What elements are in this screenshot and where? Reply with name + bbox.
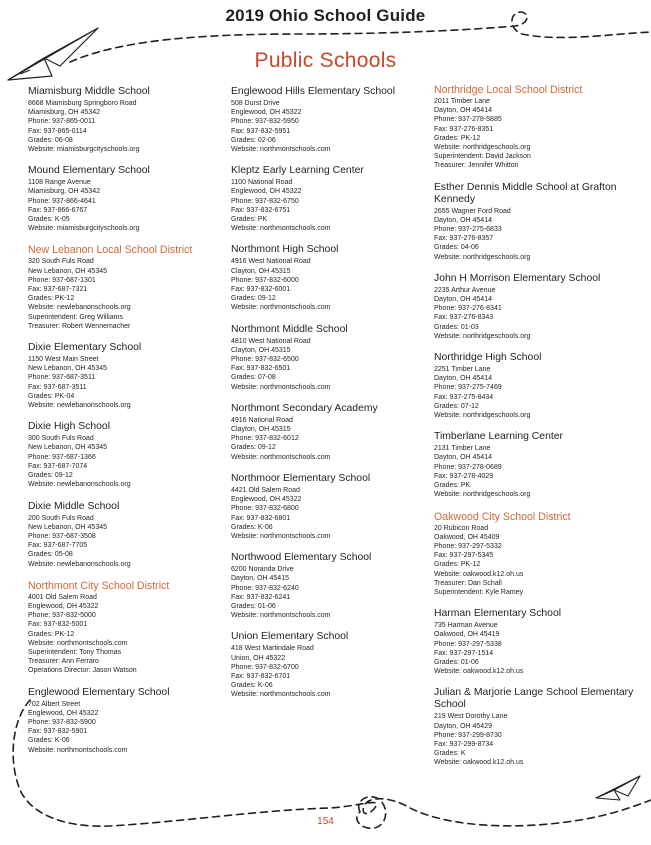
entry-detail-line: Phone: 937-866-4641 <box>28 197 96 205</box>
school-entry <box>231 324 431 392</box>
entry-detail-line: Phone: 937-276-8341 <box>434 305 502 313</box>
entry-detail-line: 2011 Timber Lane <box>434 98 490 105</box>
entry-detail-line: 2235 Arthur Avenue <box>434 286 496 294</box>
entry-detail-line: Website: northridgeschools.org <box>434 253 531 261</box>
school-entry <box>434 182 634 262</box>
school-name: Northmont High School <box>231 244 339 256</box>
entry-detail-line: Englewood, OH 45322 <box>231 496 302 504</box>
school-entry <box>231 86 431 154</box>
school-name: Northwood Elementary School <box>231 552 372 564</box>
entry-detail-line: 300 South Fuls Road <box>28 435 94 443</box>
entry-detail-line: Website: newlebanonschools.org <box>28 560 131 568</box>
entry-detail-line: Fax: 937-276-8343 <box>434 314 494 322</box>
entry-detail-line: Website: northmontschools.com <box>231 453 331 461</box>
entry-detail-line: 2131 Timber Lane <box>434 445 491 453</box>
entry-detail-line: Fax: 937-297-5345 <box>434 552 494 560</box>
school-entry <box>28 165 228 233</box>
entry-detail-line: Clayton, OH 45315 <box>231 267 291 275</box>
entry-detail-line: Clayton, OH 45315 <box>231 426 291 434</box>
entry-detail-line: Grades: 02-06 <box>231 136 276 144</box>
column-2 <box>231 86 431 711</box>
entry-detail-line: Website: northmontschools.com <box>231 612 331 620</box>
entry-detail-line: Website: northridgeschools.org <box>434 144 531 152</box>
entry-detail-line: Website: northridgeschools.org <box>434 332 531 340</box>
entry-detail-line: Fax: 937-299-8734 <box>434 740 494 748</box>
entry-detail-line: Dayton, OH 45414 <box>434 454 492 462</box>
entry-detail-line: Superintendent: Kyle Ramey <box>434 588 524 596</box>
entry-detail-line: 4916 West National Road <box>231 258 311 266</box>
entry-detail-line: Grades: 06-08 <box>28 136 73 144</box>
entry-detail-line: Phone: 937-297-5338 <box>434 640 502 648</box>
entry-detail-line: Phone: 937-865-0011 <box>28 118 96 126</box>
entry-detail-line: Fax: 937-832-5951 <box>231 127 291 135</box>
entry-detail-line: Website: northmontschools.com <box>28 746 128 754</box>
district-entry <box>434 511 634 598</box>
entry-detail-line: Phone: 937-687-1366 <box>28 453 96 461</box>
entry-detail-line: New Lebanon, OH 45345 <box>28 523 107 531</box>
school-name: Esther Dennis Middle School at Grafton Kennedy <box>434 181 617 205</box>
entry-detail-line: Fax: 937-687-7321 <box>28 286 88 294</box>
entry-detail-line: Oakwood, OH 45419 <box>434 631 500 639</box>
entry-detail-line: Phone: 937-832-5950 <box>231 118 299 126</box>
entry-detail-line: Phone: 937-832-6700 <box>231 663 299 671</box>
entry-detail-line: 1100 National Road <box>231 179 293 187</box>
entry-detail-line: Dayton, OH 45414 <box>434 375 492 383</box>
entry-detail-line: Website: northmontschools.com <box>231 532 331 540</box>
entry-detail-line: Fax: 937-278-4029 <box>434 472 494 480</box>
entry-detail-line: Website: northmontschools.com <box>231 146 331 154</box>
entry-detail-line: 4916 National Road <box>231 416 293 424</box>
page-number: 154 <box>317 816 334 827</box>
school-entry <box>28 687 228 755</box>
entry-detail-line: Grades: PK <box>231 216 268 224</box>
entry-detail-line: Dayton, OH 45414 <box>434 107 492 115</box>
entry-detail-line: Website: miamisburgcityschools.org <box>28 146 140 154</box>
entry-detail-line: Fax: 937-832-6241 <box>231 593 291 601</box>
section-title: Public Schools <box>254 49 397 72</box>
school-entry <box>28 342 228 410</box>
entry-detail-line: 20 Rubicon Road <box>434 524 489 532</box>
entry-detail-line: Grades: 01-03 <box>434 323 479 331</box>
entry-detail-line: Website: northmontschools.com <box>231 304 331 312</box>
school-entry <box>28 421 228 489</box>
entry-detail-line: 735 Harman Avenue <box>434 622 498 630</box>
school-name: Julian & Marjorie Lange School Elementary School <box>434 687 634 711</box>
school-entry <box>231 631 431 699</box>
entry-detail-line: Grades: 09-12 <box>231 444 276 452</box>
entry-detail-line: Phone: 937-832-6240 <box>231 584 299 592</box>
entry-detail-line: Website: oakwood.k12.oh.us <box>434 570 524 578</box>
entry-detail-line: Englewood, OH 45322 <box>28 709 99 717</box>
entry-detail-line: Grades: K-06 <box>28 737 70 745</box>
school-entry <box>231 403 431 462</box>
entry-detail-line: Fax: 937-832-6701 <box>231 672 291 680</box>
entry-detail-line: Superintendent: David Jackson <box>434 153 531 161</box>
entry-detail-line: 320 South Fuls Road <box>28 258 94 266</box>
entry-detail-line: Phone: 937-278-5885 <box>434 116 502 124</box>
district-entry <box>434 84 634 171</box>
entry-detail-line: Phone: 937-278-0689 <box>434 463 502 471</box>
entry-detail-line: Fax: 937-297-1514 <box>434 649 494 657</box>
school-entry <box>231 244 431 312</box>
entry-detail-line: Grades: PK-12 <box>28 295 75 303</box>
entry-detail-line: Operations Director: Jason Watson <box>28 667 137 675</box>
school-name: Kleptz Early Learning Center <box>231 165 364 177</box>
entry-detail-line: Grades: 04-06 <box>434 244 479 252</box>
entry-detail-line: Dayton, OH 45415 <box>231 575 289 583</box>
school-name: Mound Elementary School <box>28 165 150 177</box>
entry-detail-line: Phone: 937-832-6750 <box>231 197 299 205</box>
entry-detail-line: Fax: 937-832-6501 <box>231 365 291 373</box>
entry-detail-line: Phone: 937-297-5332 <box>434 542 502 550</box>
entry-detail-line: Fax: 937-275-8434 <box>434 393 494 401</box>
school-name: Union Elementary School <box>231 631 349 643</box>
entry-detail-line: 2655 Wagner Ford Road <box>434 207 511 215</box>
entry-detail-line: Phone: 937-687-1301 <box>28 276 96 284</box>
entry-detail-line: 4421 Old Salem Road <box>231 486 300 494</box>
entry-detail-line: 1150 West Main Street <box>28 356 99 364</box>
entry-detail-line: Grades: PK-12 <box>28 630 75 638</box>
school-entry <box>434 687 634 767</box>
entry-detail-line: Superintendent: Tony Thomas <box>28 648 122 656</box>
entry-detail-line: 702 Albert Street <box>28 700 81 708</box>
entry-detail-line: Grades: 07-12 <box>434 402 479 410</box>
entry-detail-line: Fax: 937-276-8351 <box>434 125 494 133</box>
entry-detail-line: Fax: 937-866-6767 <box>28 206 88 214</box>
entry-detail-line: New Lebanon, OH 45345 <box>28 365 107 373</box>
entry-detail-line: New Lebanon, OH 45345 <box>28 267 107 275</box>
column-1 <box>28 86 228 766</box>
entry-detail-line: Englewood, OH 45322 <box>231 109 302 117</box>
entry-detail-line: Phone: 937-275-7469 <box>434 384 502 392</box>
school-name: Englewood Hills Elementary School <box>231 86 396 97</box>
district-name: Oakwood City School District <box>434 510 571 523</box>
entry-detail-line: Treasurer: Robert Wennemacher <box>28 322 131 330</box>
entry-detail-line: New Lebanon, OH 45345 <box>28 444 107 452</box>
entry-detail-line: Englewood, OH 45322 <box>28 602 99 610</box>
column-3 <box>434 84 634 779</box>
school-name: Northmoor Elementary School <box>231 472 371 484</box>
entry-detail-line: Phone: 937-687-3508 <box>28 532 96 540</box>
entry-detail-line: Clayton, OH 45315 <box>231 346 291 354</box>
entry-detail-line: Website: northmontschools.com <box>231 225 331 233</box>
school-name: Northmont Middle School <box>231 323 348 335</box>
school-name: Northmont Secondary Academy <box>231 402 378 414</box>
entry-detail-line: 4810 West National Road <box>231 337 311 345</box>
entry-detail-line: Englewood, OH 45322 <box>231 188 302 196</box>
school-name: Miamisburg Middle School <box>28 86 150 97</box>
entry-detail-line: Grades: PK-12 <box>434 561 481 569</box>
entry-detail-line: Fax: 937-865-0114 <box>28 127 87 135</box>
school-entry <box>434 352 634 420</box>
entry-detail-line: Website: northmontschools.com <box>231 383 331 391</box>
entry-detail-line: 219 West Dorothy Lane <box>434 713 508 721</box>
entry-detail-line: Dayton, OH 45414 <box>434 216 492 224</box>
entry-detail-line: Fax: 937-687-3511 <box>28 383 87 391</box>
entry-detail-line: Fax: 937-687-7074 <box>28 462 88 470</box>
school-entry <box>28 86 228 154</box>
school-entry <box>231 552 431 620</box>
school-name: John H Morrison Elementary School <box>434 272 601 284</box>
entry-detail-line: 200 South Fuls Road <box>28 514 94 522</box>
entry-detail-line: Treasurer: Dan Schall <box>434 579 502 587</box>
entry-detail-line: Grades: 05-08 <box>28 551 73 559</box>
entry-detail-line: Grades: 09-12 <box>231 295 276 303</box>
entry-detail-line: Website: newlebanonschools.org <box>28 304 131 312</box>
entry-detail-line: 1108 Range Avenue <box>28 179 91 187</box>
entry-detail-line: Fax: 937-276-8357 <box>434 235 494 243</box>
entry-detail-line: Phone: 937-832-5000 <box>28 612 96 620</box>
entry-detail-line: Website: newlebanonschools.org <box>28 481 131 489</box>
entry-detail-line: Phone: 937-275-6833 <box>434 226 502 234</box>
entry-detail-line: Fax: 937-832-6751 <box>231 206 291 214</box>
school-entry <box>231 473 431 541</box>
entry-detail-line: 418 West Martindale Road <box>231 645 314 653</box>
entry-detail-line: Grades: PK-12 <box>434 134 481 142</box>
school-name: Dixie Middle School <box>28 500 120 512</box>
entry-detail-line: 6200 Noranda Drive <box>231 566 294 574</box>
guide-title: 2019 Ohio School Guide <box>225 6 426 25</box>
school-entry <box>434 608 634 676</box>
entry-detail-line: Fax: 937-687-7705 <box>28 542 88 550</box>
entry-detail-line: Grades: 01-06 <box>231 602 276 610</box>
entry-detail-line: Dayton, OH 45414 <box>434 296 492 304</box>
entry-detail-line: Grades: K-05 <box>28 216 70 224</box>
district-entry <box>28 580 228 676</box>
school-name: Englewood Elementary School <box>28 686 170 698</box>
entry-detail-line: Website: northridgeschools.org <box>434 412 531 420</box>
school-entry <box>434 431 634 499</box>
entry-detail-line: Phone: 937-299-8730 <box>434 731 502 739</box>
entry-detail-line: Phone: 937-832-6000 <box>231 276 299 284</box>
entry-detail-line: Website: oakwood.k12.oh.us <box>434 759 524 767</box>
entry-detail-line: Miamisburg, OH 45342 <box>28 188 100 196</box>
entry-detail-line: Fax: 937-832-5001 <box>28 621 88 629</box>
entry-detail-line: Phone: 937-832-6500 <box>231 356 299 364</box>
school-name: Timberlane Learning Center <box>434 431 563 443</box>
entry-detail-line: 8668 Miamisburg Springboro Road <box>28 100 137 107</box>
entry-detail-line: Website: northmontschools.com <box>231 691 331 699</box>
entry-detail-line: Website: newlebanonschools.org <box>28 402 131 410</box>
district-name: Northmont City School District <box>28 579 170 592</box>
entry-detail-line: Grades: K-06 <box>231 523 273 531</box>
entry-detail-line: 4001 Old Salem Road <box>28 593 97 601</box>
entry-detail-line: Grades: 09-12 <box>28 472 73 480</box>
entry-detail-line: Treasurer: Ann Ferraro <box>28 658 99 666</box>
entry-detail-line: Miamisburg, OH 45342 <box>28 109 100 117</box>
entry-detail-line: Fax: 937-832-6801 <box>231 514 291 522</box>
entry-detail-line: Grades: 01-06 <box>434 658 479 666</box>
entry-detail-line: Phone: 937-832-5900 <box>28 718 96 726</box>
district-name: New Lebanon Local School District <box>28 244 193 257</box>
district-name: Northridge Local School District <box>434 84 583 96</box>
entry-detail-line: 2251 Timber Lane <box>434 366 491 374</box>
entry-detail-line: Phone: 937-687-3511 <box>28 374 96 382</box>
entry-detail-line: Treasurer: Jennifer Whitton <box>434 162 519 170</box>
entry-detail-line: Grades: PK-04 <box>28 392 75 400</box>
school-entry <box>28 501 228 569</box>
entry-detail-line: Grades: K-06 <box>231 682 273 690</box>
school-entry <box>231 165 431 233</box>
entry-detail-line: Fax: 937-832-5901 <box>28 728 88 736</box>
school-name: Harman Elementary School <box>434 608 562 620</box>
school-name: Dixie High School <box>28 421 111 433</box>
entry-detail-line: Website: northmontschools.com <box>28 639 128 647</box>
district-entry <box>28 244 228 331</box>
entry-detail-line: Website: miamisburgcityschools.org <box>28 225 140 233</box>
school-entry <box>434 273 634 341</box>
entry-detail-line: Website: oakwood.k12.oh.us <box>434 668 524 676</box>
entry-detail-line: Superintendent: Greg Williams <box>28 313 123 321</box>
paper-airplane-icon-small <box>596 776 640 800</box>
entry-detail-line: Oakwood, OH 45409 <box>434 533 500 541</box>
entry-detail-line: Phone: 937-832-6800 <box>231 505 299 513</box>
school-name: Dixie Elementary School <box>28 342 142 354</box>
entry-detail-line: Grades: K <box>434 750 466 758</box>
entry-detail-line: Website: northridgeschools.org <box>434 491 531 499</box>
entry-detail-line: Dayton, OH 45429 <box>434 722 492 730</box>
entry-detail-line: Grades: 07-08 <box>231 374 276 382</box>
entry-detail-line: Union, OH 45322 <box>231 654 286 662</box>
entry-detail-line: Fax: 937-832-6001 <box>231 286 291 294</box>
entry-detail-line: Grades: PK <box>434 482 471 490</box>
school-name: Northridge High School <box>434 352 542 364</box>
entry-detail-line: 508 Durst Drive <box>231 100 280 107</box>
entry-detail-line: Phone: 937-832-6012 <box>231 435 299 443</box>
